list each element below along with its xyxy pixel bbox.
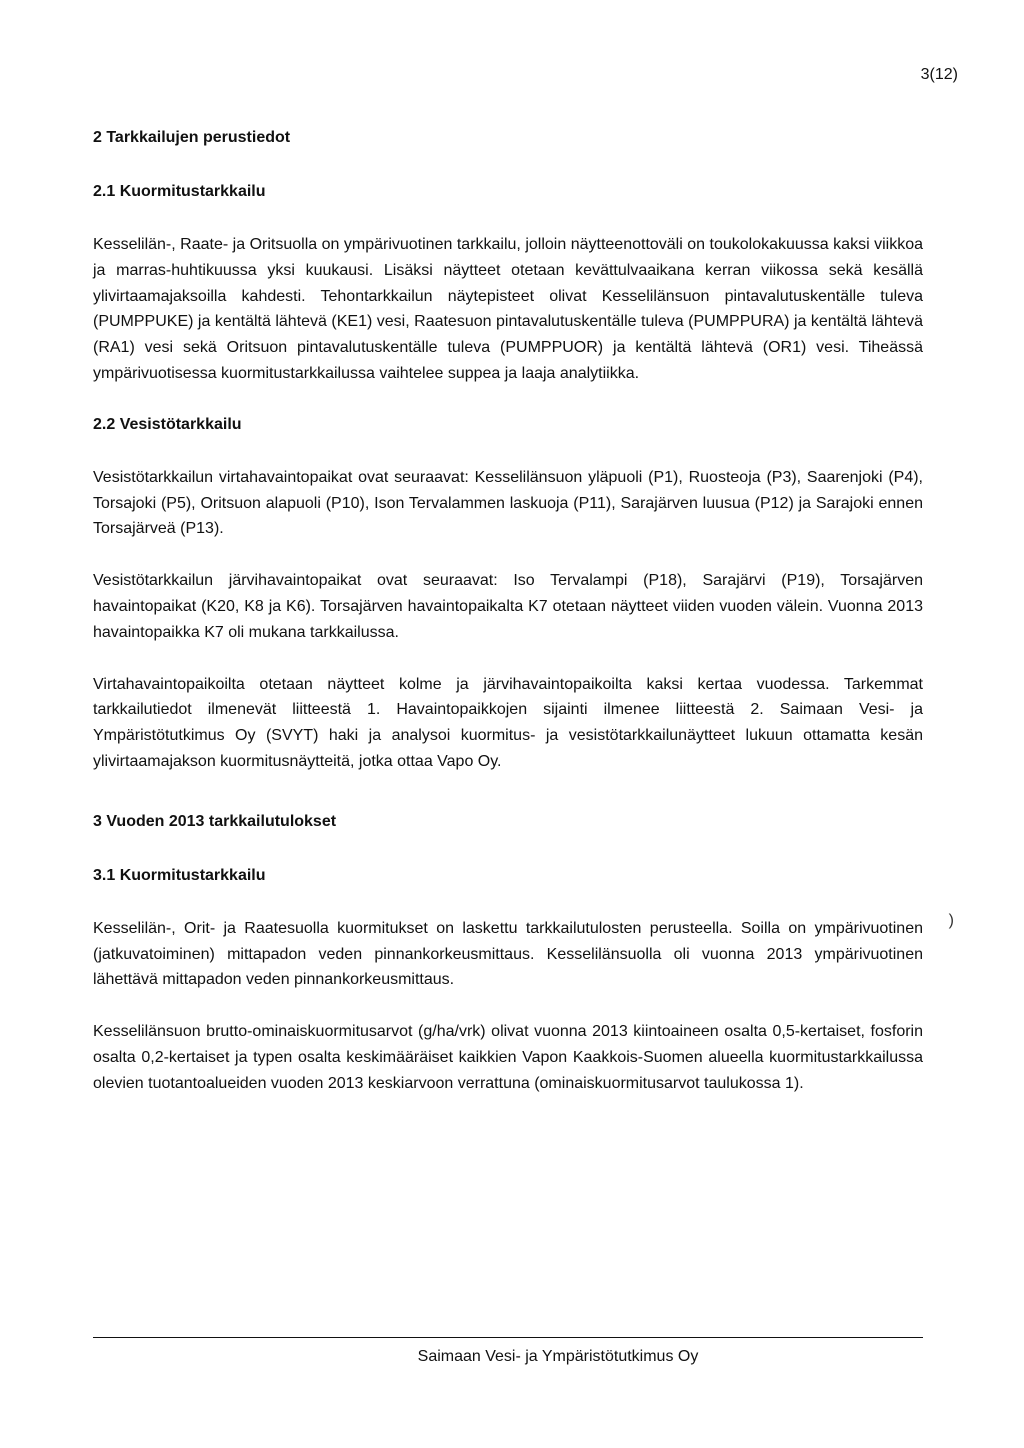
section-3-heading: 3 Vuoden 2013 tarkkailutulokset [93,812,337,830]
section-2-heading: 2 Tarkkailujen perustiedot [93,129,291,146]
section-3-1-paragraph-2: Kesselilänsuon brutto-ominaiskuormitusarvot (g/ha/vrk) olivat vuonna 2013 kiintoaineen osalta 0,5-kertaiset, fosforin osalta 0,2-kertaiset ja typen osalta keskimääräiset kaikkien Vapon Kaakkois-Suomen alueella kuormitustarkkailussa olevien tuotantoalueiden vuoden 2013 keskiarvoon verrattuna (ominaiskuormitusarvot taulukossa 1). [93,1023,923,1092]
section-3-1-paragraph-1: Kesselilän-, Orit- ja Raatesuolla kuormitukset on laskettu tarkkailutulosten perusteella. Soilla on ympärivuotinen (jatkuvatoiminen) mittapadon veden pinnankorkeusmittaus. Kesselilänsuolla oli vuonna 2013 ympärivuotinen lähettävä mittapadon veden pinnankorkeusmittaus. [93,919,923,989]
document-body [93,126,923,1123]
footer-divider [93,1337,923,1338]
section-2-2-heading: 2.2 Vesistötarkkailu [93,415,242,433]
section-2-1-heading: 2.1 Kuormitustarkkailu [93,183,266,200]
section-2-2-paragraph-1: Vesistötarkkailun virtahavaintopaikat ovat seuraavat: Kesselilänsuon yläpuoli (P1), Ruosteoja (P3), Saarenjoki (P4), Torsajoki (P5), Oritsuon alapuoli (P10), Ison Tervalammen laskuoja (P11), Sarajärven luusua (P12) ja Sarajoki ennen Torsajärveä (P13). [93,468,923,538]
section-3-1-heading: 3.1 Kuormitustarkkailu [93,866,266,884]
margin-mark: ) [948,912,954,929]
section-2-2-paragraph-2: Vesistötarkkailun järvihavaintopaikat ovat seuraavat: Iso Tervalampi (P18), Sarajärvi (P19), Torsajärven havaintopaikat (K20, K8 ja K6). Torsajärven havaintopaikalta K7 otetaan näytteet viiden vuoden välein. Vuonna 2013 havaintopaikka K7 oli mukana tarkkailussa. [93,572,923,641]
footer-organization: Saimaan Vesi- ja Ympäristötutkimus Oy [417,1348,699,1365]
page-number: 3(12) [920,66,958,83]
section-2-2-paragraph-3: Virtahavaintopaikoilta otetaan näytteet kolme ja järvihavaintopaikoilta kaksi kertaa vuodessa. Tarkemmat tarkkailutiedot ilmenevät liitteestä 1. Havaintopaikkojen sijainti ilmenee liitteestä 2. Saimaan Vesi- ja Ympäristötutkimus Oy (SVYT) haki ja analysoi kuormitus- ja vesistötarkkailunäytteet lukuun ottamatta kesän ylivirtaamajakson kuormitusnäytteitä, jotka ottaa Vapo Oy. [93,675,923,770]
section-2-1-paragraph-1: Kesselilän-, Raate- ja Oritsuolla on ympärivuotinen tarkkailu, jolloin näytteenottoväli on toukolokakuussa kaksi viikkoa ja marras-huhtikuussa yksi kuukausi. Lisäksi näytteet otetaan kevättulvaaikana kerran viikossa sekä kesällä ylivirtaamajaksoilla kahdesti. Tehontarkkailun näytepisteet olivat Kesselilänsuon pintavalutuskentälle tuleva (PUMPPUKE) ja kentältä lähtevä (KE1) vesi, Raatesuon pintavalutuskentälle tuleva (PUMPPURA) ja kentältä lähtevä (RA1) vesi sekä Oritsuon pintavalutuskentälle tuleva (PUMPPUOR) ja kentältä lähtevä (OR1) vesi. Tiheässä ympärivuotisessa kuormitustarkkailussa vaihtelee suppea ja laaja analytiikka. [93,236,923,382]
